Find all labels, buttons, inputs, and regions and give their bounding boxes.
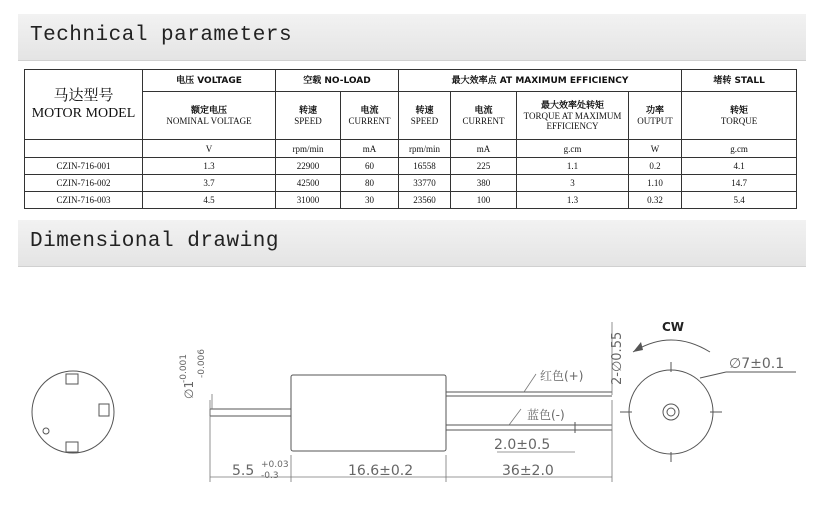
shaft-tolerance-top: -0.001 <box>179 353 189 383</box>
col-header: 电流 CURRENT <box>451 92 517 140</box>
rotation-label: CW <box>662 320 685 334</box>
group-no-load: 空载 NO-LOAD <box>276 70 399 92</box>
col-header: 转速 SPEED <box>276 92 341 140</box>
unit-cell: g.cm <box>682 140 797 158</box>
red-wire-label: 红色(+) <box>540 369 584 383</box>
table-row: CZIN-716-003 4.5 31000 30 23560 100 1.3 0.32 5.4 <box>25 192 797 209</box>
section-title: Dimensional drawing <box>30 230 279 253</box>
shaft-length-label: 5.5 <box>232 463 255 479</box>
body-length-label: 16.6±0.2 <box>348 463 414 479</box>
shaft-length-tol-bottom: -0.3 <box>261 471 279 481</box>
group-stall: 堵转 STALL <box>682 70 797 92</box>
col-header: 最大效率处转矩 TORQUE AT MAXIMUM EFFICIENCY <box>517 92 629 140</box>
col-header: 转速 SPEED <box>399 92 451 140</box>
motor-back-view <box>32 371 114 453</box>
section-title: Technical parameters <box>30 24 293 47</box>
unit-cell: mA <box>341 140 399 158</box>
body-diameter-label: ∅7±0.1 <box>729 356 785 372</box>
unit-cell: mA <box>451 140 517 158</box>
wire-diameter-label: 2-∅0.55 <box>610 331 625 385</box>
wire-length-label: 36±2.0 <box>502 463 554 479</box>
unit-cell: g.cm <box>517 140 629 158</box>
col-header: 转矩 TORQUE <box>682 92 797 140</box>
col-header: 额定电压 NOMINAL VOLTAGE <box>143 92 276 140</box>
unit-cell: V <box>143 140 276 158</box>
strip-length-label: 2.0±0.5 <box>494 437 551 453</box>
group-max-efficiency: 最大效率点 AT MAXIMUM EFFICIENCY <box>399 70 682 92</box>
unit-cell: rpm/min <box>399 140 451 158</box>
group-voltage: 电压 VOLTAGE <box>143 70 276 92</box>
shaft-length-tol-top: +0.03 <box>261 460 289 470</box>
unit-cell: W <box>629 140 682 158</box>
shaft-diameter-label: ∅1 <box>182 380 196 399</box>
table-row: CZIN-716-002 3.7 42500 80 33770 380 3 1.10 14.7 <box>25 175 797 192</box>
unit-cell: rpm/min <box>276 140 341 158</box>
shaft-tolerance-bottom: -0.006 <box>197 348 207 378</box>
model-header: 马达型号 MOTOR MODEL <box>25 70 143 140</box>
col-header: 功率 OUTPUT <box>629 92 682 140</box>
table-row: CZIN-716-001 1.3 22900 60 16558 225 1.1 0.2 4.1 <box>25 158 797 175</box>
blue-wire-label: 蓝色(-) <box>527 408 565 422</box>
col-header: 电流 CURRENT <box>341 92 399 140</box>
